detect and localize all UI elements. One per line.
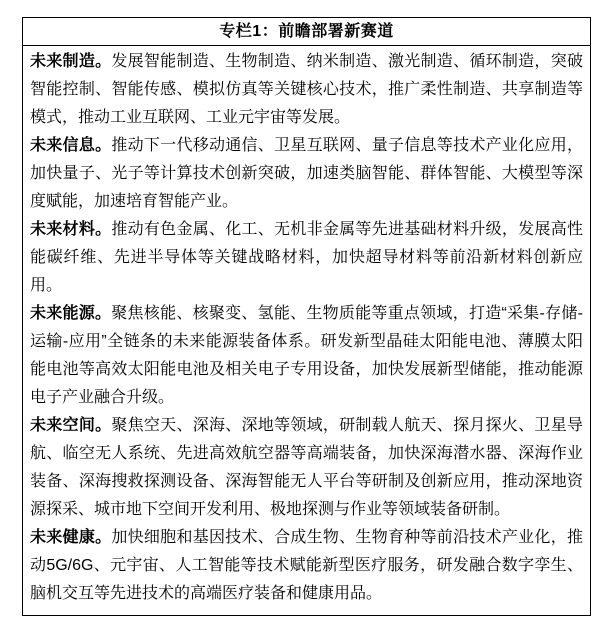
section-text: 发展智能制造、生物制造、纳米制造、激光制造、循环制造，突破智能控制、智能传感、模拟仿真等关键核心技术，推广柔性制造、共享制造等模式，推动工业互联网、工业元宇宙等发展。 <box>30 53 583 126</box>
section-text: 聚焦空天、深海、深地等领域，研制载人航天、探月探火、卫星导航、临空无人系统、先进高效航空器等高端装备，加快深海潜水器、深海作业装备、深海搜救探测设备、深海智能无人平台等研制及创新应用，推动深地资源探采、城市地下空间开发利用、极地探测与作业等领域装备研制。 <box>30 417 583 518</box>
section-text: 聚焦核能、核聚变、氢能、生物质能等重点领域，打造“采集-存储-运输-应用”全链条的未来能源装备体系。研发新型晶硅太阳能电池、薄膜太阳能电池等高效太阳能电池及相关电子专用设备，加快发展新型储能，推动能源电子产业融合升级。 <box>30 305 583 406</box>
section-future-space <box>30 412 583 524</box>
section-future-materials <box>30 216 583 300</box>
section-text: 推动有色金属、化工、无机非金属等先进基础材料升级，发展高性能碳纤维、先进半导体等关键战略材料，加快超导材料等前沿新材料创新应用。 <box>30 221 583 294</box>
section-future-health <box>30 524 583 608</box>
section-text: 推动下一代移动通信、卫星互联网、量子信息等技术产业化应用，加快量子、光子等计算技术创新突破，加速类脑智能、群体智能、大模型等深度赋能，加速培育智能产业。 <box>30 137 583 210</box>
section-future-information <box>30 132 583 216</box>
feature-box-body <box>23 46 590 615</box>
section-heading: 未来制造。 <box>30 53 112 70</box>
section-text: 加快细胞和基因技术、合成生物、生物育种等前沿技术产业化，推动5G/6G、元宇宙、人工智能等技术赋能新型医疗服务，研发融合数字孪生、脑机交互等先进技术的高端医疗装备和健康用品。 <box>30 529 583 602</box>
section-heading: 未来空间。 <box>30 417 112 434</box>
section-heading: 未来健康。 <box>30 529 112 546</box>
section-heading: 未来材料。 <box>30 221 112 238</box>
feature-box <box>22 17 591 616</box>
feature-box-title: 专栏1：前瞻部署新赛道 <box>23 18 590 46</box>
section-heading: 未来能源。 <box>30 305 112 322</box>
section-future-manufacturing <box>30 48 583 132</box>
section-heading: 未来信息。 <box>30 137 112 154</box>
section-future-energy <box>30 300 583 412</box>
